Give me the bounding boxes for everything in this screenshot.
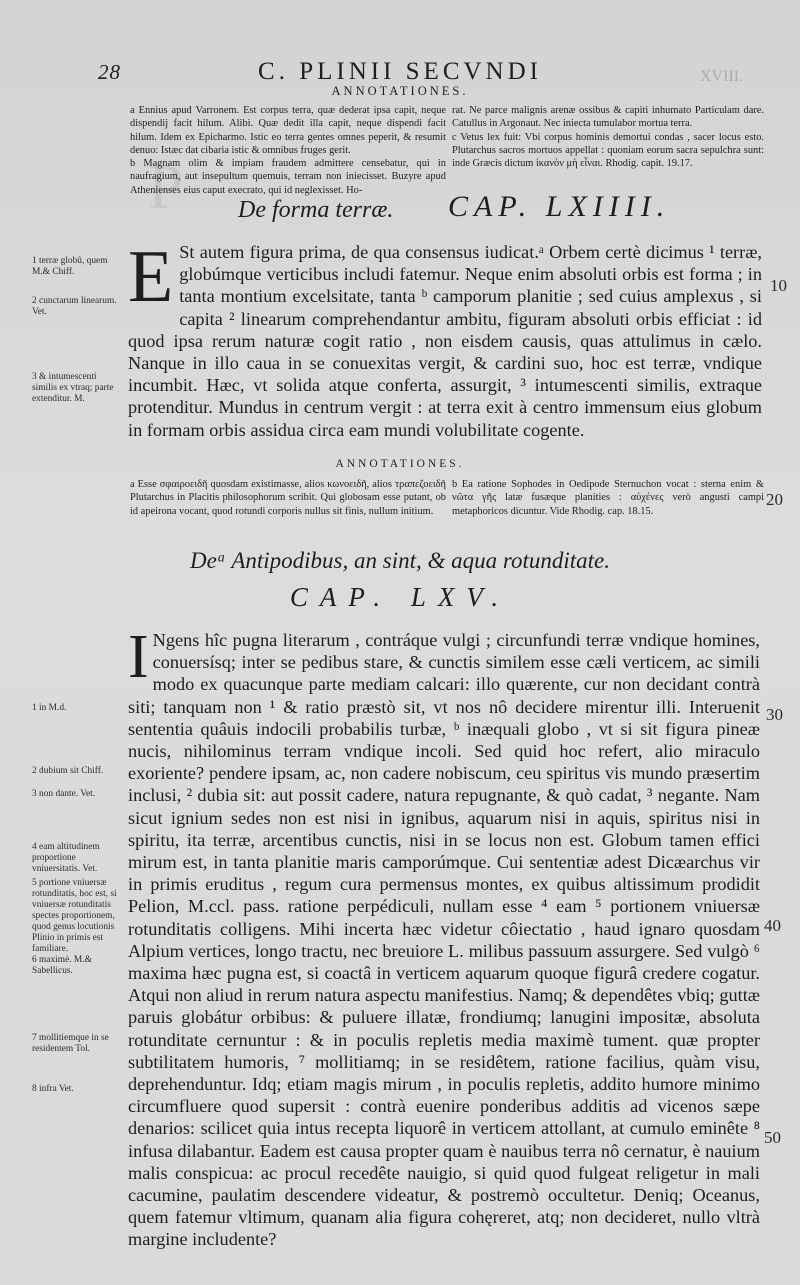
note-b: b Magnam olim & impiam fraudem admittere censebatur, qui in naufragium, aut insepultum quemuis, terram non iniecisset. Buzyre apud Athenienses eius caput execrato, qui id neglexisset. Ho- [130, 158, 446, 196]
notes-top-right [452, 104, 764, 170]
margin-note: 2 cunctarum linearum. Vet. [32, 296, 117, 317]
notes-mid-left: a Esse σφαιροειδῆ quosdam existimasse, alios κωνοειδῆ, alios τραπεζοειδῆ Plutarchus in Placitis philosophorum scribit. Qui globosam esse putant, ob id apeirona vocant, quod rotundi corporis nullus sit finis, nullum initium. [130, 479, 446, 517]
bleed-through-letter: P [148, 151, 184, 222]
margin-note: 3 & intumescenti similis ex vtraq; parte extenditur. M. [32, 372, 114, 404]
chapter-65-text [128, 623, 760, 1251]
line-number: 50 [764, 1128, 781, 1147]
drop-cap-i: I [128, 623, 149, 691]
chapter-65-number: CAP. LXV. [289, 582, 511, 612]
line-number: 10 [770, 276, 787, 295]
margin-note: 6 maximè. M.& Sabellicus. [32, 955, 92, 976]
margin-note: 1 terræ globû, quem M.& Chiff. [32, 256, 108, 277]
chapter-64-body: St autem figura prima, de qua consensus iudicat.ᵃ Orbem certè dicimus ¹ terræ, globúmque verticibus includi fatemur. Neque enim absoluti orbis est forma ; in tanta montium excelsitate, tanta ᵇ camporum planitie ; sed cuius amplexus , si capita ² linearum comprehendantur ambitu, figuram absoluti orbis efficiat : id quod ipsa rerum naturæ cogit ratio , non eisdem causis, quas attulimus in cælo. Nanque in illo caua in se conuexitas vergit, & cardini suo, hoc est terræ, vndique incumbit. Hæc, vt solida atque conferta, assurgit, ³ intumescenti similis, extraque protenditur. Mundus in centrum vergit : at terra exit à centro immensum eius globum in formam orbis assidua circa eam mundi volubilitate cogente. [128, 242, 762, 440]
chapter-64-text [128, 236, 762, 441]
line-number: 20 [766, 490, 783, 509]
line-number: 30 [766, 705, 783, 724]
note-b-cont: rat. Ne parce malignis arenæ ossibus & capiti inhumato Particulam dare. Catullus in Argonaut. Nec iniecta tumulabor mortua terra. [452, 105, 764, 130]
bleed-through-head: XVIII. [700, 68, 744, 85]
chapter-65-body: Ngens hîc pugna literarum , contráque vulgi ; circunfundi terræ vndique homines, conuersísq; inter se pedibus stare, & cunctis similem esse cæli verticem, ac simili modo ex quacunque parte mediam calcari: illo quærente, cur non decidant contrà siti; tanquam non ¹ & ratio præstò sit, vt nos nô decidere mirentur illi. Interuenit sententia quâuis indocili probabilis turbæ, ᵇ inæquali globo , vt si sit figura pineæ nucis, nihilominus terram vndique incoli. Sed quid hoc refert, alio miraculo exoriente? pendere ipsam, ac, non cadere nobiscum, ceu spiritus vis mundo præsertim inclusi, ² dubia sit: aut possit cadere, natura repugnante, & quò cadat, ³ negante. Nam sicut ignium sedes non est nisi in ignibus, aquarum nisi in aquis, spiritus nisi in spiritu, ita terræ, arcentibus cunctis, nisi in se locus non est. Globum tamen effici mirum est, in tanta planitie maris camporúmque. Cui sententiæ adest Dicæarchus vir in primis eruditus , regum cura permensus montes, ex quibus altissimum prodidit Pelion, M.ccl. pass. ratione perpédiculi, nullam esse ⁴ eam ⁵ portionem vniuersæ rotunditatis colligens. Mihi incerta hæc videtur côiectatio , haud ignaro quosdam Alpium vertices, longo tractu, nec breuiore L. milibus passuum assurgere. Sed vulgò ⁶ maxima hæc pugna est, si coactâ in verticem aquarum quoque figurâ credere cogatur. Atqui non aliud in rerum natura aspectu manifestius. Namq; & dependêtes vbiq; guttæ paruis globátur orbibus: & puluere illatæ, frondiumq; lanugini impositæ, absoluta rotunditate cernuntur : & in poculis repletis media maximè tument. quæ propter subtilitatem humoris, ⁷ mollitiamq; in se residêtem, ratione facilius, quàm visu, deprehenduntur. Idq; etiam magis mirum , in poculis repletis, addito humore minimo circumfluere quod supersit : contrà euenire ponderibus additis ad vicenos sæpe denarios: scilicet quia intus recepta liquorê in verticem attollant, at cumulo eminête ⁸ infusa dilabantur. Eadem est causa propter quam è nauibus terra nô cernatur, è nauium malis conspicua: ac procul recedête nauigio, si quid quod fulgeat religetur in mali cacumine, paulatim descendere videatur, & postremò occultetur. Deniq; Oceanus, quem fatemur vltimum, quanam alia figura cohęreret, atq; non decideret, nullo vltrà margine includente? [128, 630, 760, 1250]
annotations-heading-mid: ANNOTATIONES. [335, 458, 465, 470]
chapter-64-title: De forma terræ. [238, 197, 394, 223]
annotations-heading-top: ANNOTATIONES. [331, 84, 469, 98]
margin-note: 3 non dante. Vet. [32, 789, 96, 799]
margin-note: 2 dubium sit Chiff. [32, 766, 104, 776]
chapter-65-title: Deᵃ Antipodibus, an sint, & aqua rotunditate. [190, 548, 610, 573]
margin-note: 5 portione vniuersæ rotunditatis, hoc est, si vniuersæ rotunditatis spectes proportionem, quod genus locutionis Plinio in primis est familiare. [32, 878, 117, 954]
notes-top-left [130, 104, 446, 197]
margin-note: 8 infra Vet. [32, 1084, 74, 1094]
running-head: C. PLINII SECVNDI [258, 58, 542, 85]
note-a: a Ennius apud Varronem. Est corpus terra, quæ dederat ipsa capit, neque dispendij facit hilum. Alibi. Quæ dedit illa capit, neque dispendi facit hilum. Idem ex Epicharmo. Istic eo terra gentes omnes peperit, & resumit denuo: Istæc dat cibaria istic & omnibus fruges gerit. [130, 105, 446, 156]
notes-mid-right: b Ea ratione Sophodes in Oedipode Sternuchon vocat : sterna enim & νῶτα γῆς latæ fusæque planities : αὐχένες verò angusti campi metaphoricos dicuntur. Vide Rhodig. cap. 18.15. [452, 479, 764, 517]
chapter-64-number: CAP. LXIIII. [448, 190, 671, 223]
line-number: 40 [764, 916, 781, 935]
margin-note: 1 in M.d. [32, 703, 67, 713]
drop-cap-e: E [128, 236, 174, 318]
page-number: 28 [98, 60, 121, 84]
note-c: c Vetus lex fuit: Vbi corpus hominis demortui condas , sacer locus esto. Plutarchus sacros mortuos appellat : quoniam eorum sacra sepulchra sunt: inde Græcis dictum ἱκανὸν μὴ εἶναι. Rhodig. capit. 19.17. [452, 131, 764, 170]
margin-note: 4 eam altitudinem proportione vniuersitatis. Vet. [32, 842, 100, 874]
margin-note: 7 mollitiemque in se residentem Tol. [32, 1033, 109, 1054]
